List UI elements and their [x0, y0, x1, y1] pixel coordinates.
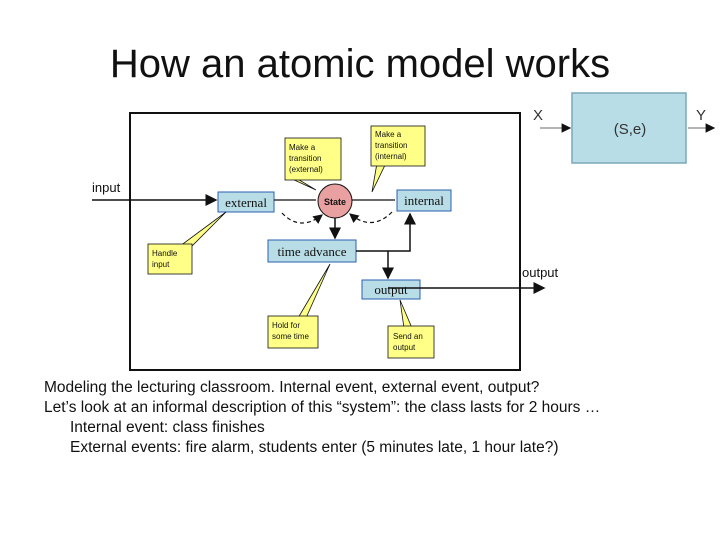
svg-text:Send an output: Send an output — [393, 332, 423, 352]
devs-y-label: Y — [696, 107, 707, 124]
internal-label: internal — [404, 193, 444, 208]
svg-text:Make a transition: Make a transition (external) — [289, 143, 323, 174]
output-label: output — [522, 265, 559, 280]
state-label: State — [323, 197, 347, 207]
devs-state-label: (S,e) — [613, 121, 647, 138]
svg-text:Handle input: Handle input — [152, 249, 178, 269]
slide-body — [44, 378, 600, 458]
input-label: input — [92, 180, 121, 195]
slide-title: How an atomic model works — [109, 42, 611, 86]
svg-text:Make a transition: Make a transition (internal) — [375, 130, 408, 161]
output-box-label: output — [374, 282, 408, 297]
body-line-1: Modeling the lecturing classroom. Internal event, external event, output? — [44, 379, 540, 396]
body-line-2: Let’s look at an informal description of this “system”: the class lasts for 2 hours … — [44, 399, 601, 416]
time-advance-label: time advance — [277, 244, 347, 259]
devs-x-label: X — [533, 107, 544, 124]
svg-text:Hold for some time: Hold for some time — [272, 321, 309, 341]
body-line-3: Internal event: class finishes — [70, 419, 265, 436]
body-line-4: External events: fire alarm, students enter (5 minutes late, 1 hour late?) — [70, 439, 559, 456]
external-label: external — [225, 195, 267, 210]
